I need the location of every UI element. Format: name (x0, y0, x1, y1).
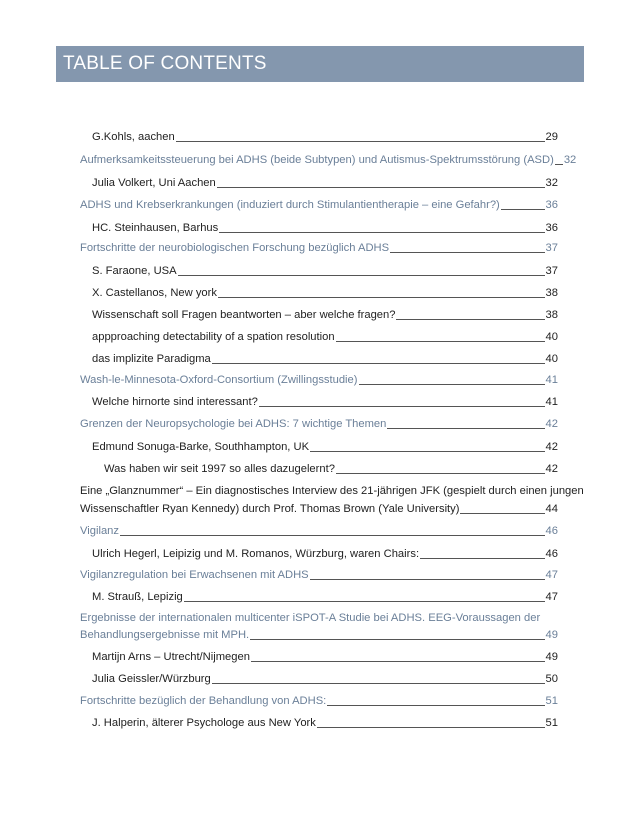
toc-entry-text: Wissenschaftler Ryan Kennedy) durch Prof. Thomas Brown (Yale University) (80, 503, 460, 515)
toc-entry[interactable] (92, 330, 558, 345)
toc-entry-text: Fortschritte der neurobiologischen Forschung bezüglich ADHS (80, 242, 390, 254)
toc-entry-text: Aufmerksamkeitssteuerung bei ADHS (beide Subtypen) und Autismus-Spektrumsstörung (ASD) (80, 154, 554, 166)
toc-leader (251, 650, 545, 662)
toc-entry-page: 40 (545, 353, 558, 365)
toc-entry-page: 46 (545, 548, 558, 560)
toc-entry-text: Vigilanz (80, 525, 119, 537)
toc-leader (212, 352, 545, 364)
toc-leader (390, 241, 544, 253)
toc-leader (219, 221, 544, 233)
toc-entry[interactable] (80, 524, 558, 539)
toc-entry-text: Fortschritte bezüglich der Behandlung von ADHS: (80, 695, 327, 707)
toc-entry[interactable] (80, 694, 558, 709)
toc-leader (184, 590, 545, 602)
toc-entry[interactable] (92, 264, 558, 279)
toc-entry-text: G.Kohls, aachen (92, 131, 175, 143)
toc-entry[interactable] (80, 153, 577, 168)
toc-leader (555, 153, 563, 165)
toc-entry[interactable] (80, 568, 558, 583)
toc-entry-text: Wissenschaft soll Fragen beantworten – aber welche fragen? (92, 309, 396, 321)
toc-entry[interactable] (92, 221, 558, 236)
toc-leader (250, 628, 544, 640)
toc-entry[interactable] (80, 502, 558, 517)
toc-entry[interactable] (92, 308, 558, 323)
toc-entry-page: 37 (545, 265, 558, 277)
toc-entry-text: Martijn Arns – Utrecht/Nijmegen (92, 651, 250, 663)
toc-leader (259, 395, 545, 407)
toc-entry-text: S. Faraone, USA (92, 265, 177, 277)
toc-entry-page: 40 (545, 331, 558, 343)
toc-entry-page: 47 (545, 591, 558, 603)
toc-entry[interactable] (92, 590, 558, 605)
toc-entry-text: das implizite Paradigma (92, 353, 211, 365)
toc-entry-text: M. Strauß, Lepizig (92, 591, 183, 603)
toc-leader (317, 716, 545, 728)
toc-leader (310, 440, 544, 452)
toc-leader (396, 308, 544, 320)
toc-entry[interactable] (92, 672, 558, 687)
toc-entry[interactable] (92, 547, 558, 562)
toc-entry-text: Julia Volkert, Uni Aachen (92, 177, 216, 189)
toc-leader (501, 198, 545, 210)
toc-leader (359, 373, 545, 385)
toc-entry-page: 42 (545, 418, 558, 430)
toc-entry-page: 36 (545, 199, 558, 211)
toc-entry[interactable] (92, 395, 558, 410)
toc-entry-text: Wash-le-Minnesota-Oxford-Consortium (Zwillingsstudie) (80, 374, 358, 386)
toc-entry[interactable] (80, 417, 558, 432)
toc-entry-page: 32 (563, 154, 577, 166)
toc-leader (327, 694, 544, 706)
toc-entry-text: Behandlungsergebnisse mit MPH. (80, 629, 250, 641)
toc-entry-text-line1: Ergebnisse der internationalen multicenter iSPOT-A Studie bei ADHS. EEG-Voraussagen der (80, 612, 541, 624)
toc-entry-text: Welche hirnorte sind interessant? (92, 396, 258, 408)
toc-leader (310, 568, 545, 580)
toc-leader (217, 176, 545, 188)
toc-entry-page: 41 (545, 374, 558, 386)
toc-entry[interactable] (92, 650, 558, 665)
toc-entry-text: X. Castellanos, New york (92, 287, 217, 299)
toc-entry-text: Edmund Sonuga-Barke, Southhampton, UK (92, 441, 310, 453)
toc-leader (120, 524, 545, 536)
toc-entry-text-line1: Eine „Glanznummer“ – Ein diagnostisches Interview des 21-jährigen JFK (gespielt durch einen jungen (80, 485, 584, 497)
toc-leader (336, 330, 545, 342)
toc-leader (460, 502, 544, 514)
toc-entry-page: 44 (545, 503, 558, 515)
toc-entry-text: Grenzen der Neuropsychologie bei ADHS: 7 wichtige Themen (80, 418, 387, 430)
toc-entry-page: 50 (545, 673, 558, 685)
toc-entry-page: 29 (545, 131, 558, 143)
toc-title: TABLE OF CONTENTS (63, 53, 267, 74)
toc-entry-page: 42 (545, 463, 558, 475)
toc-entry-text: ADHS und Krebserkrankungen (induziert durch Stimulantientherapie – eine Gefahr?) (80, 199, 500, 211)
toc-leader (176, 130, 545, 142)
toc-entry-text: Was haben wir seit 1997 so alles dazugelernt? (104, 463, 335, 475)
toc-entry-page: 49 (545, 651, 558, 663)
toc-entry-text: Julia Geissler/Würzburg (92, 673, 211, 685)
toc-leader (420, 547, 544, 559)
toc-entry-page: 47 (545, 569, 558, 581)
toc-entry-text: Ulrich Hegerl, Leipizig und M. Romanos, Würzburg, waren Chairs: (92, 548, 420, 560)
toc-entry-text: appproaching detectability of a spation resolution (92, 331, 335, 343)
toc-entry-page: 51 (545, 717, 558, 729)
toc-entry[interactable] (92, 440, 558, 455)
toc-leader (336, 462, 545, 474)
toc-entry-text: Vigilanzregulation bei Erwachsenen mit ADHS (80, 569, 309, 581)
toc-entry-text: HC. Steinhausen, Barhus (92, 222, 219, 234)
toc-entry[interactable] (92, 352, 558, 367)
toc-leader (178, 264, 545, 276)
toc-entry-page: 41 (545, 396, 558, 408)
toc-entry[interactable] (80, 198, 558, 213)
toc-entry[interactable] (92, 130, 558, 145)
toc-entry-page: 32 (545, 177, 558, 189)
toc-entry-page: 38 (545, 309, 558, 321)
toc-entry[interactable] (92, 716, 558, 731)
toc-leader (387, 417, 544, 429)
toc-entry[interactable] (80, 241, 558, 256)
toc-entry-page: 36 (545, 222, 558, 234)
toc-entry-page: 38 (545, 287, 558, 299)
toc-entry-page: 49 (545, 629, 558, 641)
toc-leader (218, 286, 545, 298)
toc-entry[interactable] (104, 462, 558, 477)
toc-entry-page: 42 (545, 441, 558, 453)
toc-entry-page: 46 (545, 525, 558, 537)
toc-entry[interactable] (92, 176, 558, 191)
toc-entry-page: 37 (545, 242, 558, 254)
toc-entry[interactable] (80, 373, 558, 388)
toc-entry[interactable] (92, 286, 558, 301)
toc-entry-text: J. Halperin, älterer Psychologe aus New York (92, 717, 316, 729)
toc-entry[interactable] (80, 628, 558, 643)
toc-leader (212, 672, 545, 684)
toc-entry-page: 51 (545, 695, 558, 707)
